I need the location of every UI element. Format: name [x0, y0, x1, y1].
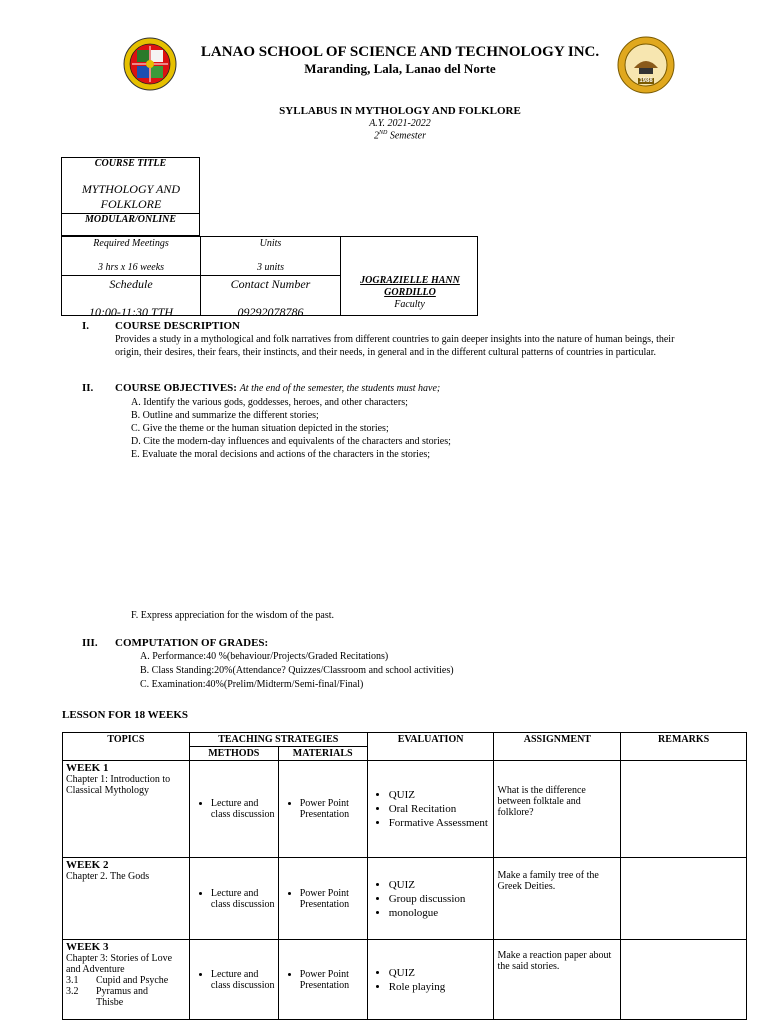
material-cell: [278, 940, 367, 1020]
topic-text: Chapter 3: Stories of Love and Adventure: [66, 953, 173, 975]
course-title-box: [61, 157, 200, 236]
remarks-cell: [621, 761, 747, 858]
units-value: 3 units: [257, 262, 284, 273]
course-title-label: COURSE TITLE: [94, 158, 167, 169]
grade-c: C. Examination:40%(Prelim/Midterm/Semi-final/Final): [140, 679, 364, 690]
course-title-value: MYTHOLOGY AND FOLKLORE: [81, 182, 181, 211]
school-name: LANAO SCHOOL OF SCIENCE AND TECHNOLOGY INC.: [200, 44, 600, 60]
meetings-label: Required Meetings: [93, 238, 169, 249]
objective-b: B. Outline and summarize the different stories;: [131, 410, 319, 421]
header-materials: MATERIALS: [278, 747, 367, 761]
academic-year: A.Y. 2021-2022: [369, 118, 431, 129]
lesson-header-row: [63, 733, 747, 747]
topic-cell: [63, 761, 190, 858]
grade-b: B. Class Standing:20%(Attendance? Quizzes/Classroom and school activities): [140, 665, 454, 676]
objective-a: A. Identify the various gods, goddesses, heroes, and other characters;: [131, 397, 408, 408]
info-divider-3: [62, 275, 340, 276]
section-1-title: COURSE DESCRIPTION: [115, 320, 240, 332]
method-item: • Lecture and class discussion: [211, 798, 275, 820]
section-1-number: I.: [82, 320, 90, 332]
info-grid: [61, 236, 478, 319]
semester-word: Semester: [387, 130, 426, 142]
material-item: • Power Point Presentation: [300, 888, 364, 910]
school-logo-left: [123, 37, 177, 91]
header-methods: METHODS: [189, 747, 278, 761]
week-label: WEEK 3: [66, 941, 109, 953]
section-3-number: III.: [82, 637, 98, 649]
material-item: • Power Point Presentation: [300, 969, 364, 991]
syllabus-title: SYLLABUS IN MYTHOLOGY AND FOLKLORE: [279, 105, 521, 117]
grade-a: A. Performance:40 %(behaviour/Projects/Graded Recitations): [140, 651, 389, 662]
schedule-label: Schedule: [109, 277, 153, 291]
evaluation-item: • monologue: [389, 907, 491, 919]
course-description: Provides a study in a mythological and folk narratives from different countries to gain deeper insights into the nature of human beings, their origin, their desires, their fears, their instincts, and their needs, in general and in the different cultural patterns of countries in particular.: [115, 334, 675, 358]
topic-cell: [63, 940, 190, 1020]
method-cell: [189, 858, 278, 940]
evaluation-cell: [367, 761, 494, 858]
units-label: Units: [259, 238, 282, 249]
objective-d: D. Cite the modern-day influences and equivalents of the characters and stories;: [131, 436, 451, 447]
evaluation-item: • QUIZ: [389, 879, 491, 891]
evaluation-cell: [367, 858, 494, 940]
schedule-value: 10:00-11:30 TTH: [88, 305, 174, 319]
evaluation-item: • QUIZ: [389, 967, 491, 979]
material-item: • Power Point Presentation: [300, 798, 364, 820]
section-2-number: II.: [82, 382, 94, 394]
assignment-text: Make a family tree of the Greek Deities.: [497, 870, 599, 892]
subtopic-item: [66, 975, 186, 986]
semester-number: 2: [374, 130, 380, 142]
evaluation-item: • Group discussion: [389, 893, 491, 905]
evaluation-item: • QUIZ: [389, 789, 491, 801]
evaluation-item: • Formative Assessment: [389, 817, 491, 829]
faculty-name: JOGRAZIELLE HANN GORDILLO: [360, 275, 460, 298]
remarks-cell: [621, 858, 747, 940]
lesson-table: [62, 732, 747, 1020]
seal-year: 1988: [639, 78, 653, 84]
material-cell: [278, 858, 367, 940]
table-row: [63, 761, 747, 858]
week-label: WEEK 2: [66, 859, 109, 871]
section-2-intro: At the end of the semester, the students must have;: [239, 383, 441, 394]
header-topics: TOPICS: [63, 733, 190, 761]
section-2-heading: [115, 382, 440, 394]
table-row: [63, 858, 747, 940]
lesson-heading: LESSON FOR 18 WEEKS: [62, 709, 189, 721]
section-2-title: COURSE OBJECTIVES:: [115, 382, 237, 394]
assignment-text: Make a reaction paper about the said stories.: [497, 950, 612, 972]
assignment-cell: [494, 858, 621, 940]
school-address: Maranding, Lala, Lanao del Norte: [304, 61, 496, 76]
evaluation-item: • Role playing: [389, 981, 491, 993]
contact-value: 09292078786: [237, 305, 304, 319]
assignment-text: What is the difference between folktale and folklore?: [497, 785, 586, 818]
method-cell: [189, 940, 278, 1020]
evaluation-item: • Oral Recitation: [389, 803, 491, 815]
assignment-cell: [494, 761, 621, 858]
objective-e: E. Evaluate the moral decisions and actions of the characters in the stories;: [131, 449, 431, 460]
method-item: • Lecture and class discussion: [211, 969, 275, 991]
contact-label: Contact Number: [230, 277, 311, 291]
topic-text: Chapter 2. The Gods: [66, 871, 150, 882]
semester: [200, 130, 600, 141]
assignment-cell: [494, 940, 621, 1020]
method-cell: [189, 761, 278, 858]
section-3-title: COMPUTATION OF GRADES:: [115, 637, 269, 649]
objective-f: F. Express appreciation for the wisdom of the past.: [131, 610, 335, 621]
table-row: [63, 940, 747, 1020]
school-seal-right: [617, 36, 675, 94]
objective-c: C. Give the theme or the human situation depicted in the stories;: [131, 423, 389, 434]
topic-cell: [63, 858, 190, 940]
week-label: WEEK 1: [66, 762, 109, 774]
remarks-cell: [621, 940, 747, 1020]
material-cell: [278, 761, 367, 858]
method-item: • Lecture and class discussion: [211, 888, 275, 910]
subtopic-number: 3.2: [66, 986, 79, 997]
subtopic-item: [66, 986, 186, 1008]
course-mode: MODULAR/ONLINE: [62, 213, 199, 225]
subtopic-text: Cupid and Psyche: [96, 975, 169, 986]
subtopic-text: Pyramus and Thisbe: [96, 986, 148, 1008]
header-assignment: ASSIGNMENT: [494, 733, 621, 761]
semester-suffix: ND: [379, 130, 388, 136]
header-remarks: REMARKS: [621, 733, 747, 761]
subtopic-number: 3.1: [66, 975, 79, 986]
header-evaluation: EVALUATION: [367, 733, 494, 761]
topic-text: Chapter 1: Introduction to Classical Mythology: [66, 774, 171, 796]
faculty-label: Faculty: [394, 299, 425, 310]
evaluation-cell: [367, 940, 494, 1020]
header-teaching-strategies: TEACHING STRATEGIES: [189, 733, 367, 747]
meetings-value: 3 hrs x 16 weeks: [97, 262, 165, 273]
